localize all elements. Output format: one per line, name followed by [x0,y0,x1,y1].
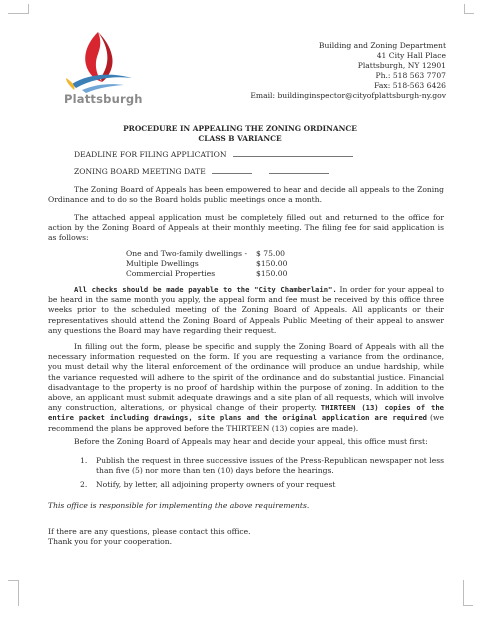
paragraph-before-hearing: Before the Zoning Board of Appeals may hear and decide your appeal, this office must first: [74,437,428,446]
department-city-line: Plattsburgh, NY 12901 [357,61,446,70]
department-phone: Ph.: 518 563 7707 [375,71,446,80]
fee-amount: $150.00 [256,269,288,278]
paragraph-application: The attached appeal application must be completely filled out and returned to the office for action by the Zoning Board of Appeals at their monthly meeting. The filing fee for said application is as follows: [48,213,444,243]
step-item: Publish the request in three successive issues of the Press-Republican newspaper not less than five (5) nor more than ten (10) days before the hearings. [96,456,444,476]
paragraph-form-instructions [48,342,444,434]
responsibility-note: This office is responsible for implementing the above requirements. [48,501,310,510]
scan-mark-bottom-right [463,580,464,606]
document-subtitle: CLASS B VARIANCE [198,134,282,143]
department-email: Email: buildinginspector@cityofplattsburgh-ny.gov [250,91,446,100]
step-item: Notify, by letter, all adjoining property owners of your request [96,480,336,489]
department-fax: Fax: 518-563 6426 [374,81,446,90]
meeting-blank-2[interactable] [269,173,329,174]
step-number: 1. [80,456,88,465]
payment-details: In order for your appeal to be heard in the same month you apply, the appeal form and fee must be received by this office three weeks prior to the scheduled meeting of the Zoning Board of Appeals. All applicants or their representatives should attend the Zoning Board of Appeals Public Meeting of their appeal to answer any questions the Board may have regarding their request. [48,285,444,335]
deadline-row [74,150,353,160]
document-title: PROCEDURE IN APPEALING THE ZONING ORDINANCE [123,124,357,133]
meeting-row [74,167,329,177]
scan-mark-top-right-h [464,13,474,14]
scan-mark-bottom-right-h [463,605,473,606]
scan-mark-top-left [28,4,29,14]
city-logo [58,30,143,106]
logo-city-name: Plattsburgh [64,92,143,106]
fee-amount: $150.00 [256,259,288,268]
paragraph-payment [48,285,444,336]
deadline-blank[interactable] [233,156,353,157]
department-name: Building and Zoning Department [318,41,446,50]
fee-type: Commercial Properties [126,269,216,278]
form-instructions-text: In filling out the form, please be specific and supply the Zoning Board of Appeals with all the necessary information requested on the form. If you are requesting a variance from the ordinance, you must detail why the literal enforcement of the ordinance will produce an undue hardship, while the variance requested will adhere to the spirit of the ordinance and do substantial justice. Financial disadvantage to the property is no proof of hardship within the purpose of zoning. In addition to the above, an applicant must submit adequate drawings and a site plan of all requests, which will involve any construction, alterations, or physical change of their property. [48,342,444,413]
closing-line-1: If there are any questions, please contact this office. [48,527,251,536]
paragraph-board-authority: The Zoning Board of Appeals has been empowered to hear and decide all appeals to the Zoning Ordinance and to do so the Board holds public meetings once a month. [48,185,444,205]
scan-mark-bottom-left [18,580,19,606]
meeting-blank[interactable] [212,173,252,174]
scan-mark-top-left-h [8,13,28,14]
deadline-label: DEADLINE FOR FILING APPLICATION [74,150,227,159]
payment-instruction: All checks should be made payable to the "City Chamberlain". [74,285,337,294]
department-street: 41 City Hall Place [376,51,446,60]
fee-amount: $ 75.00 [256,249,285,258]
flame-logo-icon [58,30,136,94]
copies-requirement: THIRTEEN (13) copies of the entire packet including drawings, site plans and the original application are required [48,403,444,423]
closing-line-2: Thank you for your cooperation. [48,537,173,546]
step-number: 2. [80,480,88,489]
fee-type: One and Two-family dwellings - [126,249,248,258]
scan-mark-bottom-left-h [8,580,18,581]
meeting-label: ZONING BOARD MEETING DATE [74,167,206,176]
copies-note: (we recommend the plans be approved before the THIRTEEN (13) copies are made). [48,413,444,433]
fee-type: Multiple Dwellings [126,259,199,268]
